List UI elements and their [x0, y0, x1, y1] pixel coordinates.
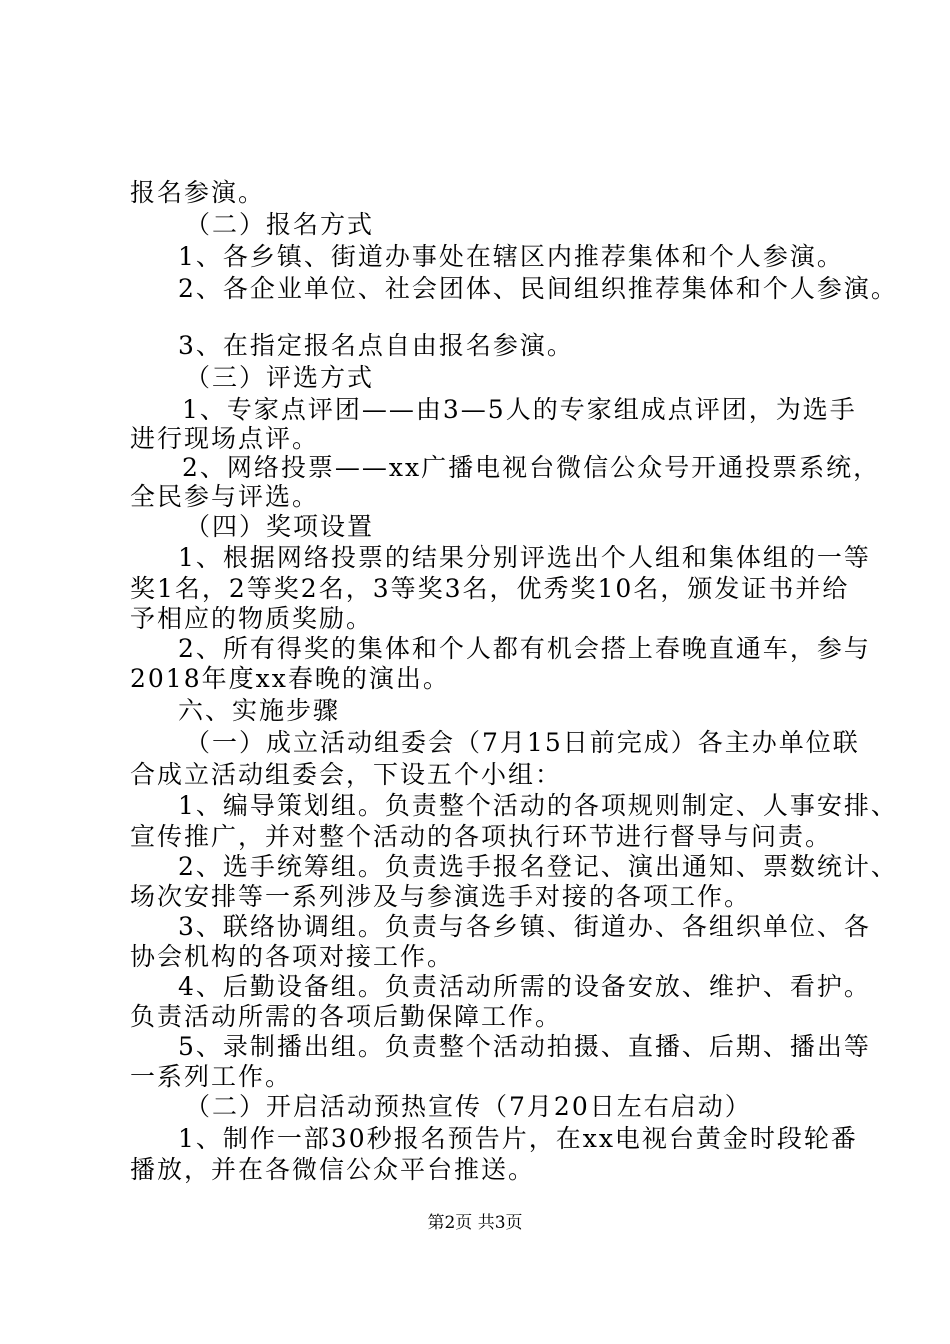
- paragraph-line: 奖1名，2等奖2名，3等奖3名，优秀奖10名，颁发证书并给: [130, 574, 850, 603]
- paragraph-line: 2018年度xx春晚的演出。: [130, 664, 450, 693]
- section-heading: （四）奖项设置: [185, 512, 375, 541]
- paragraph-line: （一）成立活动组委会（7月15日前完成）各主办单位联: [185, 728, 860, 757]
- paragraph-line: 4、后勤设备组。负责活动所需的设备安放、维护、看护。: [178, 972, 871, 1001]
- paragraph-line: 1、各乡镇、街道办事处在辖区内推荐集体和个人参演。: [178, 242, 844, 271]
- paragraph-line: 宣传推广，并对整个活动的各项执行环节进行督导与问责。: [130, 822, 833, 851]
- paragraph-line: 2、所有得奖的集体和个人都有机会搭上春晚直通车，参与: [178, 634, 871, 663]
- paragraph-line: 予相应的物质奖励。: [130, 604, 374, 633]
- paragraph-line: 2、选手统筹组。负责选手报名登记、演出通知、票数统计、: [178, 852, 898, 881]
- paragraph-line: 2、各企业单位、社会团体、民间组织推荐集体和个人参演。: [178, 274, 898, 303]
- paragraph-line: 场次安排等一系列涉及与参演选手对接的各项工作。: [130, 882, 752, 911]
- paragraph-line: 负责活动所需的各项后勤保障工作。: [130, 1002, 563, 1031]
- paragraph-line: 1、专家点评团——由3—5人的专家组成点评团，为选手: [182, 395, 857, 424]
- paragraph-line: 3、在指定报名点自由报名参演。: [178, 331, 574, 360]
- paragraph-line: 1、制作一部30秒报名预告片，在xx电视台黄金时段轮番: [178, 1124, 858, 1153]
- paragraph-line: 播放，并在各微信公众平台推送。: [130, 1155, 536, 1184]
- paragraph-line: 合成立活动组委会，下设五个小组：: [130, 760, 563, 789]
- section-heading: （二）开启活动预热宣传（7月20日左右启动）: [185, 1092, 752, 1121]
- paragraph-line: 5、录制播出组。负责整个活动拍摄、直播、后期、播出等: [178, 1032, 871, 1061]
- paragraph-line: 1、编导策划组。负责整个活动的各项规则制定、人事安排、: [178, 791, 898, 820]
- section-heading: （三）评选方式: [185, 363, 375, 392]
- page-number-footer: 第2页 共3页: [427, 1213, 523, 1233]
- section-heading: 六、实施步骤: [178, 696, 341, 725]
- paragraph-line: 协会机构的各项对接工作。: [130, 942, 455, 971]
- paragraph-line: 进行现场点评。: [130, 424, 320, 453]
- paragraph-line: 1、根据网络投票的结果分别评选出个人组和集体组的一等: [178, 543, 871, 572]
- paragraph-line: 3、联络协调组。负责与各乡镇、街道办、各组织单位、各: [178, 912, 871, 941]
- paragraph-line: 报名参演。: [130, 178, 266, 207]
- paragraph-line: 一系列工作。: [130, 1062, 293, 1091]
- paragraph-line: 全民参与评选。: [130, 482, 320, 511]
- paragraph-line: 2、网络投票——xx广播电视台微信公众号开通投票系统，: [182, 453, 881, 482]
- section-heading: （二）报名方式: [185, 210, 375, 239]
